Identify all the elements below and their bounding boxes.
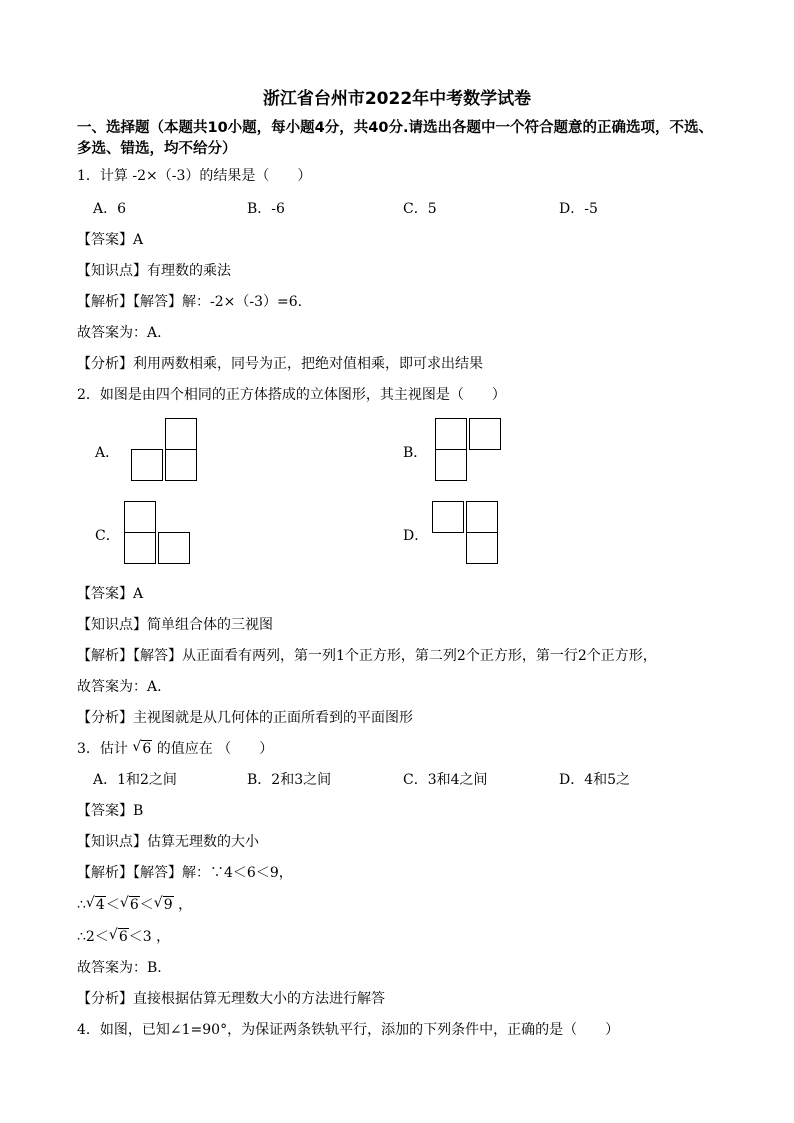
q1-analysis: 解：-2×（-3）=6. (182, 294, 303, 310)
radicand: 4 (95, 897, 105, 913)
q3-stem-pre: 3．估计 (77, 741, 128, 757)
q3-knowledge: 估算无理数的大小 (147, 834, 259, 850)
q2-analysis: 从正面看有两列，第一列1个正方形，第二列2个正方形，第一行2个正方形， (182, 648, 657, 664)
q2-analysis-line (77, 645, 657, 665)
radical-icon: √ (108, 927, 118, 943)
q2-option-a-label: A． (95, 445, 120, 461)
q3-knowledge-line (77, 831, 259, 851)
knowledge-label: 【知识点】 (77, 617, 147, 633)
q2-option-c-label: C． (95, 528, 120, 544)
less-than: ＜ (105, 897, 120, 913)
q3-conclusion: 故答案为：B. (77, 960, 162, 976)
q1-answer-line (77, 229, 143, 249)
q3-option-c: C．3和4之间 (403, 772, 488, 788)
answer-label: 【答案】 (77, 803, 133, 819)
radical-icon: √ (85, 895, 95, 911)
q1-fenxi: 利用两数相乘，同号为正，把绝对值相乘，即可求出结果 (133, 356, 483, 372)
q3-analysis: 解：∵4＜6＜9， (182, 865, 293, 881)
q3-answer: B (133, 803, 144, 819)
figure-square (165, 418, 197, 450)
less-than: ＜ (139, 897, 154, 913)
q3-fenxi-line (77, 988, 385, 1008)
q3-fenxi: 直接根据估算无理数大小的方法进行解答 (133, 991, 385, 1007)
figure-square (466, 501, 498, 533)
sqrt-expression (86, 897, 106, 913)
figure-square (124, 501, 156, 533)
q1-knowledge-line (77, 260, 231, 280)
fenxi-label: 【分析】 (77, 710, 133, 726)
section-heading: 一、选择题（本题共10小题，每小题4分，共40分.请选出各题中一个符合题意的正确选项，不选、多选、错选，均不给分） (77, 120, 713, 157)
q2-fenxi-line (77, 707, 413, 727)
q4-stem: 4．如图，已知∠1=90°，为保证两条铁轨平行，添加的下列条件中，正确的是（ ） (77, 1022, 620, 1038)
q1-analysis-line (77, 291, 302, 311)
comma: ， (178, 897, 193, 913)
knowledge-label: 【知识点】 (77, 834, 147, 850)
analysis-label: 【解析】【解答】 (77, 648, 182, 664)
radicand: 9 (163, 897, 173, 913)
sqrt-expression (120, 897, 140, 913)
figure-square (165, 449, 197, 481)
knowledge-label: 【知识点】 (77, 263, 147, 279)
sqrt-expression (132, 741, 152, 757)
expr-post: ＜3 ， (128, 929, 171, 945)
q3-derivation-2 (77, 926, 170, 946)
q1-answer: A (133, 232, 144, 248)
q1-stem: 1．计算 -2×（-3）的结果是（ ） (77, 168, 312, 184)
q3-option-b: B．2和3之间 (247, 772, 332, 788)
sqrt-expression (109, 929, 129, 945)
sqrt-expression (154, 897, 174, 913)
q2-knowledge: 简单组合体的三视图 (147, 617, 273, 633)
q2-answer: A (133, 586, 144, 602)
figure-square (435, 449, 467, 481)
q1-option-a: A．6 (93, 201, 127, 217)
figure-square (432, 501, 464, 533)
radical-icon: √ (119, 895, 129, 911)
figure-square (469, 418, 501, 450)
analysis-label: 【解析】【解答】 (77, 865, 182, 881)
page-title: 浙江省台州市2022年中考数学试卷 (262, 89, 532, 109)
figure-square (124, 532, 156, 564)
q1-knowledge: 有理数的乘法 (147, 263, 231, 279)
q3-analysis-line (77, 862, 293, 882)
q3-option-a: A．1和2之间 (93, 772, 177, 788)
figure-square (435, 418, 467, 450)
radicand: 6 (118, 929, 128, 945)
q2-knowledge-line (77, 614, 273, 634)
q1-option-b: B．-6 (247, 201, 285, 217)
q3-stem (77, 738, 273, 758)
q3-derivation-1 (77, 894, 192, 914)
q3-option-d: D．4和5之 (559, 772, 631, 788)
q2-answer-line (77, 583, 143, 603)
figure-square (131, 449, 163, 481)
q2-fenxi: 主视图就是从几何体的正面所看到的平面图形 (133, 710, 413, 726)
q1-fenxi-line (77, 353, 483, 373)
q2-option-d-label: D． (403, 528, 429, 544)
q3-answer-line (77, 800, 143, 820)
radical-icon: √ (132, 739, 142, 755)
answer-label: 【答案】 (77, 586, 133, 602)
fenxi-label: 【分析】 (77, 356, 133, 372)
figure-square (466, 532, 498, 564)
q1-option-d: D．-5 (559, 201, 598, 217)
q2-option-b-label: B． (403, 445, 428, 461)
q2-conclusion: 故答案为：A. (77, 679, 162, 695)
expr-pre: ∴2＜ (77, 929, 109, 945)
analysis-label: 【解析】【解答】 (77, 294, 182, 310)
radicand: 6 (142, 741, 152, 757)
answer-label: 【答案】 (77, 232, 133, 248)
q1-conclusion: 故答案为：A. (77, 325, 162, 341)
radical-icon: √ (153, 895, 163, 911)
radicand: 6 (129, 897, 139, 913)
q1-option-c: C．5 (403, 201, 437, 217)
q2-stem: 2．如图是由四个相同的正方体搭成的立体图形，其主视图是（ ） (77, 387, 506, 403)
figure-square (158, 532, 190, 564)
fenxi-label: 【分析】 (77, 991, 133, 1007)
q3-stem-post: 的值应在 （ ） (156, 741, 274, 757)
therefore-symbol: ∴ (77, 897, 86, 913)
